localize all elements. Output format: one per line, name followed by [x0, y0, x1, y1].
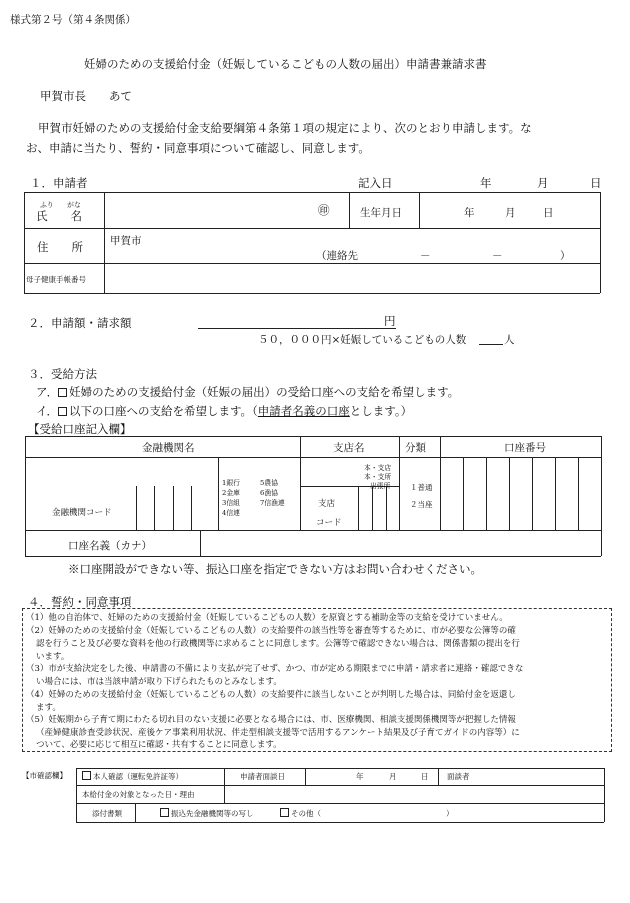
- pledge-line: （3）市が支給決定をした後、申請書の不備により支払が完了せず、かつ、市が定める期限までに申請・請求者に連絡・確認できな: [26, 664, 524, 674]
- pledge-line: （2）妊婦のための支援給付金（妊娠しているこどもの人数）の支給要件の該当性等を審査等するために、市が必要な公簿等の確: [26, 626, 516, 636]
- people-label: 人: [504, 334, 515, 346]
- pledge-line: います。: [36, 652, 70, 662]
- name-label: 氏 名: [36, 209, 82, 223]
- account-holder-label: 口座名義（カナ）: [68, 540, 152, 552]
- people-count-underline: [479, 344, 503, 345]
- option-a-text: 妊婦のための支援給付金（妊娠の届出）の受給口座への支給を希望します。: [69, 385, 460, 399]
- option-a: [36, 384, 459, 400]
- interview-month-label: 月: [389, 772, 397, 781]
- option-a-prefix: ア．: [36, 385, 59, 399]
- contact-close-paren: ）: [560, 250, 571, 262]
- furigana-label: ふり がな: [40, 201, 81, 209]
- pledge-line: （1）他の自治体で、妊婦のための支援給付金（妊娠しているこどもの人数）を原資とする補助金等の支給を受けていません。: [26, 613, 508, 623]
- bank-type-1: 1銀行: [222, 479, 240, 487]
- birth-year-label: 年: [464, 207, 475, 219]
- birth-month-label: 月: [505, 207, 516, 219]
- other-checkbox[interactable]: [280, 808, 289, 817]
- interview-year-label: 年: [356, 772, 364, 781]
- bank-name-header: 金融機関名: [142, 442, 195, 454]
- address-value: 甲賀市: [110, 235, 142, 247]
- option-i-text-c: とします。）: [349, 404, 413, 418]
- branch-type-3: 出張所: [370, 482, 391, 490]
- addressee: 甲賀市長 あて: [40, 89, 132, 103]
- pledge-line: ついて、必要に応じて相互に確認・共有することに同意します。: [36, 740, 282, 750]
- page-title: 妊婦のための支援給付金（妊娠しているこどもの人数の届出）申請書兼請求書: [84, 57, 487, 71]
- entry-year-label: 年: [480, 176, 492, 190]
- option-a-checkbox[interactable]: [58, 388, 67, 397]
- address-label: 住 所: [37, 240, 83, 254]
- other-attachment: [280, 808, 321, 819]
- bank-type-2: 2金庫: [222, 489, 240, 497]
- mch-number-label: 母子健康手帳番号: [26, 275, 86, 284]
- branch-type-1: 本・支店: [364, 464, 392, 472]
- category-option-2: ２当座: [410, 500, 433, 509]
- interview-day-label: 日: [421, 772, 429, 781]
- bank-type-6: 6漁協: [260, 489, 278, 497]
- seal-mark: ㊞: [318, 203, 330, 217]
- form-number: 様式第２号（第４条関係）: [10, 14, 136, 26]
- intro-line-2: お、申請に当たり、誓約・同意事項について確認し、同意します。: [26, 141, 370, 155]
- bank-copy: [160, 808, 254, 819]
- category-option-1: １普通: [410, 483, 433, 492]
- category-header: 分類: [405, 442, 426, 454]
- account-heading: 【受給口座記入欄】: [28, 422, 132, 436]
- id-check-checkbox[interactable]: [82, 771, 91, 780]
- bank-copy-label: 振込先金融機関等の写し: [171, 809, 254, 818]
- option-i-prefix: イ．: [36, 404, 58, 418]
- branch-header: 支店名: [333, 442, 365, 454]
- pledge-line: 認を行うこと及び必要な資料を他の行政機関等に求めることに同意します。公簿等で確認できない場合は、関係書類の提出を行: [36, 639, 520, 649]
- branch-type-2: 本・支所: [364, 473, 392, 481]
- pledge-heading: ４．誓約・同意事項: [28, 595, 132, 609]
- pledge-line: （4）妊婦のための支援給付金（妊娠しているこどもの人数）の支給要件に該当しないことが判明した場合は、同給付金を返還し: [26, 690, 516, 700]
- interview-date-label: 申請者面談日: [240, 772, 285, 781]
- contact-dash-1: －: [420, 250, 431, 262]
- contact-label: （連絡先: [316, 250, 358, 262]
- receive-heading: ３．受給方法: [28, 367, 97, 381]
- pledge-line: い場合には、市は当該申請が取り下げられたものとみなします。: [36, 677, 282, 687]
- bank-type-5: 5農協: [260, 479, 278, 487]
- bank-type-3: 3信組: [222, 499, 240, 507]
- amount-formula: ５０，０００円×妊娠しているこどもの人数: [258, 334, 467, 346]
- bank-type-7: 7信漁連: [260, 499, 285, 507]
- target-label: 本給付金の対象となった日・理由: [82, 790, 195, 799]
- bank-type-4: 4信連: [222, 509, 240, 517]
- option-i-text-b: 申請者名義の口座: [257, 404, 350, 418]
- entry-month-label: 月: [537, 176, 549, 190]
- other-label: その他（: [291, 809, 321, 818]
- intro-line-1: 甲賀市妊婦のための支援給付金支給要綱第４条第１項の規定により、次のとおり申請します。な: [38, 121, 532, 135]
- id-check: [82, 771, 183, 782]
- option-i-checkbox[interactable]: [58, 407, 67, 416]
- office-label: 【市確認欄】: [22, 771, 67, 780]
- bank-copy-checkbox[interactable]: [160, 808, 169, 817]
- bank-code-label: 金融機関コード: [52, 508, 112, 518]
- amount-heading: ２．申請額・請求額: [28, 316, 132, 330]
- pledge-line: （5）妊娠期から子育て期にわたる切れ目のない支援に必要となる場合には、市、医療機関、相談支援関係機関等が把握した情報: [26, 715, 516, 725]
- contact-dash-2: －: [492, 250, 503, 262]
- yen-label: 円: [384, 314, 396, 328]
- other-close-paren: ）: [446, 809, 454, 818]
- entry-day-label: 日: [590, 176, 602, 190]
- birthdate-label: 生年月日: [360, 207, 402, 219]
- branch-label: 支店: [318, 499, 336, 509]
- birth-day-label: 日: [543, 207, 554, 219]
- amount-underline: [198, 328, 396, 329]
- attachments-label: 添付書類: [92, 809, 122, 818]
- option-i: [36, 403, 412, 419]
- option-i-text-a: 以下の口座への支給を希望します。（: [68, 404, 258, 418]
- pledge-line: ます。: [36, 703, 61, 713]
- branch-code-label: コード: [316, 518, 342, 528]
- applicant-heading: １．申請者: [30, 176, 88, 190]
- id-check-label: 本人確認（運転免許証等）: [93, 772, 183, 781]
- entry-date-label: 記入日: [358, 176, 393, 190]
- interviewer-label: 面談者: [447, 772, 470, 781]
- pledge-line: （産婦健康診査受診状況、産後ケア事業利用状況、伴走型相談支援等で活用するアンケート結果及び子育てガイドの内容等）に: [36, 728, 520, 738]
- account-number-header: 口座番号: [504, 442, 546, 454]
- account-notice: ※口座開設ができない等、振込口座を指定できない方はお問い合わせください。: [68, 562, 482, 576]
